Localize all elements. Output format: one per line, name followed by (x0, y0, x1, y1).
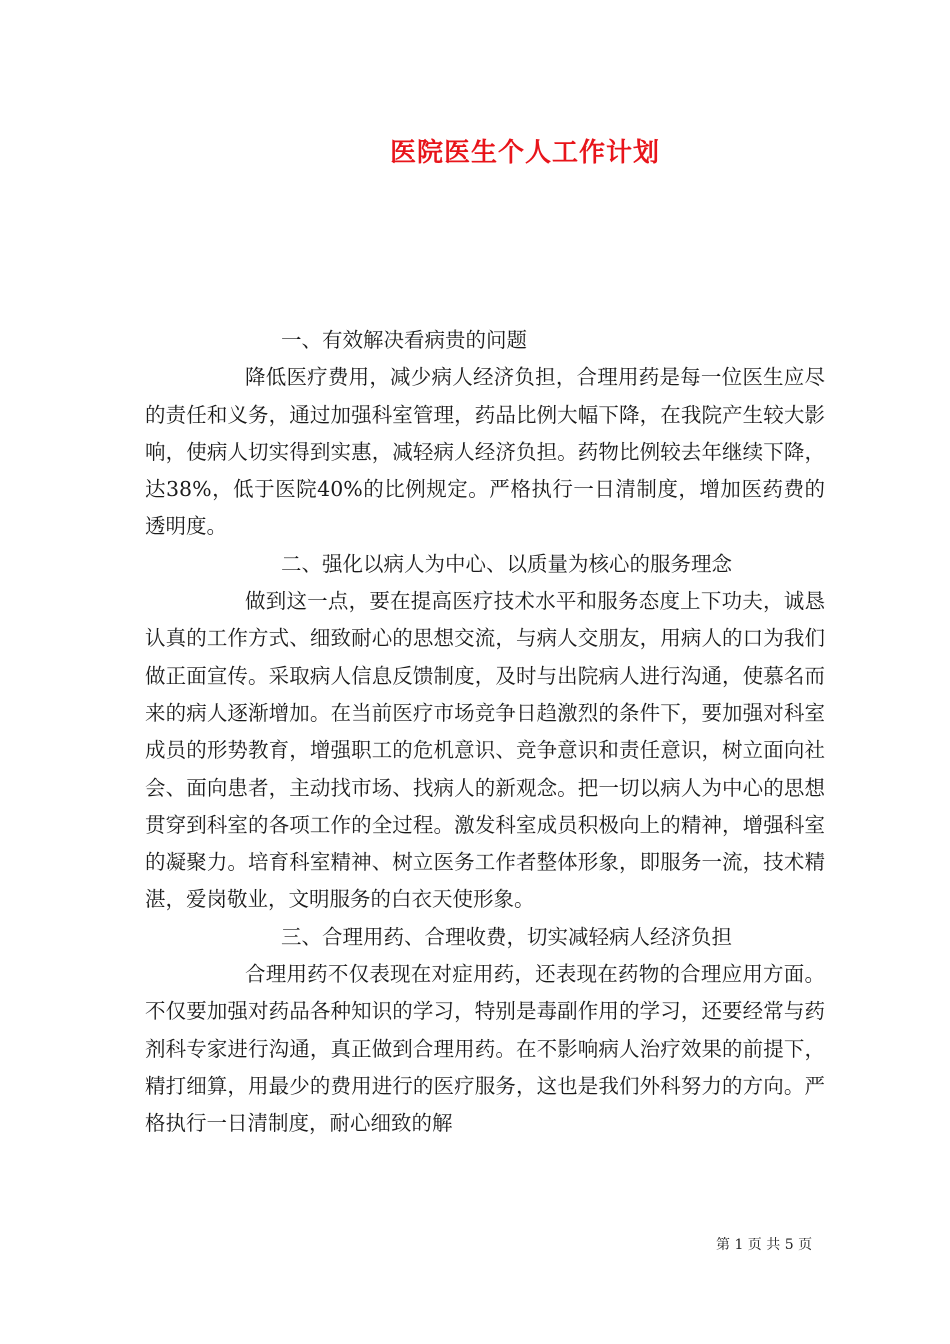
section-heading-3: 三、合理用药、合理收费，切实减轻病人经济负担 (281, 924, 732, 949)
section-heading-1: 一、有效解决看病贵的问题 (281, 328, 527, 352)
section-paragraph-1: 降低医疗费用，减少病人经济负担，合理用药是每一位医生应尽的责任和义务，通过加强科室管理，药品比例大幅下降，在我院产生较大影响，使病人切实得到实惠，减轻病人经济负担。药物比例较去年继续下降，达38%，低于医院40%的比例规定。严格执行一日清制度，增加医药费的透明度。 (145, 365, 825, 539)
document-title: 医院医生个人工作计划 (389, 138, 660, 168)
section-heading-2: 二、强化以病人为中心、以质量为核心的服务理念 (281, 551, 732, 576)
section-paragraph-3: 合理用药不仅表现在对症用药，还表现在药物的合理应用方面。不仅要加强对药品各种知识的学习，特别是毒副作用的学习，还要经常与药剂科专家进行沟通，真正做到合理用药。在不影响病人治疗效果的前提下，精打细算，用最少的费用进行的医疗服务，这也是我们外科努力的方向。严格执行一日清制度，耐心细致的解 (145, 962, 825, 1136)
page-footer: 第 1 页 共 5 页 (716, 1237, 813, 1253)
section-paragraph-2: 做到这一点，要在提高医疗技术水平和服务态度上下功夫，诚恳认真的工作方式、细致耐心的思想交流，与病人交朋友，用病人的口为我们做正面宣传。采取病人信息反馈制度，及时与出院病人进行沟通，使慕名而来的病人逐渐增加。在当前医疗市场竞争日趋激烈的条件下，要加强对科室成员的形势教育，增强职工的危机意识、竞争意识和责任意识，树立面向社会、面向患者，主动找市场、找病人的新观念。把一切以病人为中心的思想贯穿到科室的各项工作的全过程。激发科室成员积极向上的精神，增强科室的凝聚力。培育科室精神、树立医务工作者整体形象，即服务一流，技术精湛，爱岗敬业，文明服务的白衣天使形象。 (145, 589, 825, 912)
document-body (145, 322, 825, 1143)
